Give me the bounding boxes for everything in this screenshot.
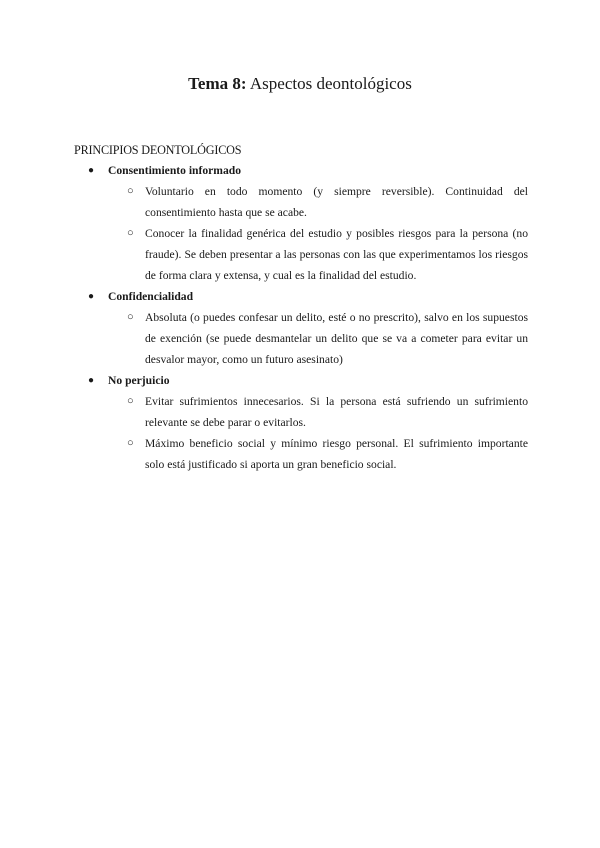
list-item bbox=[74, 160, 528, 181]
circle-bullet-icon: ○ bbox=[127, 437, 134, 449]
sub-list-item-text: Máximo beneficio social y mínimo riesgo personal. El sufrimiento importante solo está justificado si aporta un gran beneficio social. bbox=[145, 437, 528, 471]
list-item bbox=[74, 286, 528, 307]
sub-list-item-text: Voluntario en todo momento (y siempre reversible). Continuidad del consentimiento hasta que se acabe. bbox=[145, 185, 528, 219]
sub-list-item bbox=[74, 181, 528, 223]
list-item-label: Consentimiento informado bbox=[108, 164, 242, 177]
sub-list-item bbox=[74, 307, 528, 370]
bullet-icon: ● bbox=[88, 291, 95, 302]
circle-bullet-icon: ○ bbox=[127, 185, 134, 197]
page-title bbox=[0, 74, 600, 94]
section-heading: PRINCIPIOS DEONTOLÓGICOS bbox=[74, 143, 242, 157]
circle-bullet-icon: ○ bbox=[127, 227, 134, 239]
list-item bbox=[74, 370, 528, 391]
bullet-icon: ● bbox=[88, 375, 95, 386]
circle-bullet-icon: ○ bbox=[127, 311, 134, 323]
sub-list-item bbox=[74, 391, 528, 433]
list-item-label: Confidencialidad bbox=[108, 290, 194, 303]
bullet-icon: ● bbox=[88, 165, 95, 176]
sub-list-item-text: Evitar sufrimientos innecesarios. Si la persona está sufriendo un sufrimiento relevante se debe parar o evitarlos. bbox=[145, 395, 528, 429]
sub-list-item bbox=[74, 223, 528, 286]
sub-list-item-text: Absoluta (o puedes confesar un delito, esté o no prescrito), salvo en los supuestos de exención (se puede desmantelar un delito que se va a cometer para evitar un desvalor mayor, como un futuro asesinato) bbox=[145, 311, 528, 366]
list-item-label: No perjuicio bbox=[108, 374, 170, 387]
circle-bullet-icon: ○ bbox=[127, 395, 134, 407]
sub-list-item-text: Conocer la finalidad genérica del estudio y posibles riesgos para la persona (no fraude). Se deben presentar a las personas con las que experimentamos los riesgos de forma clara y extensa, y cual es la finalidad del estudio. bbox=[145, 227, 528, 282]
sub-list-item bbox=[74, 433, 528, 475]
title-text: Aspectos deontológicos bbox=[246, 74, 412, 93]
title-number: Tema 8: bbox=[188, 74, 247, 93]
principles-list bbox=[74, 160, 528, 475]
